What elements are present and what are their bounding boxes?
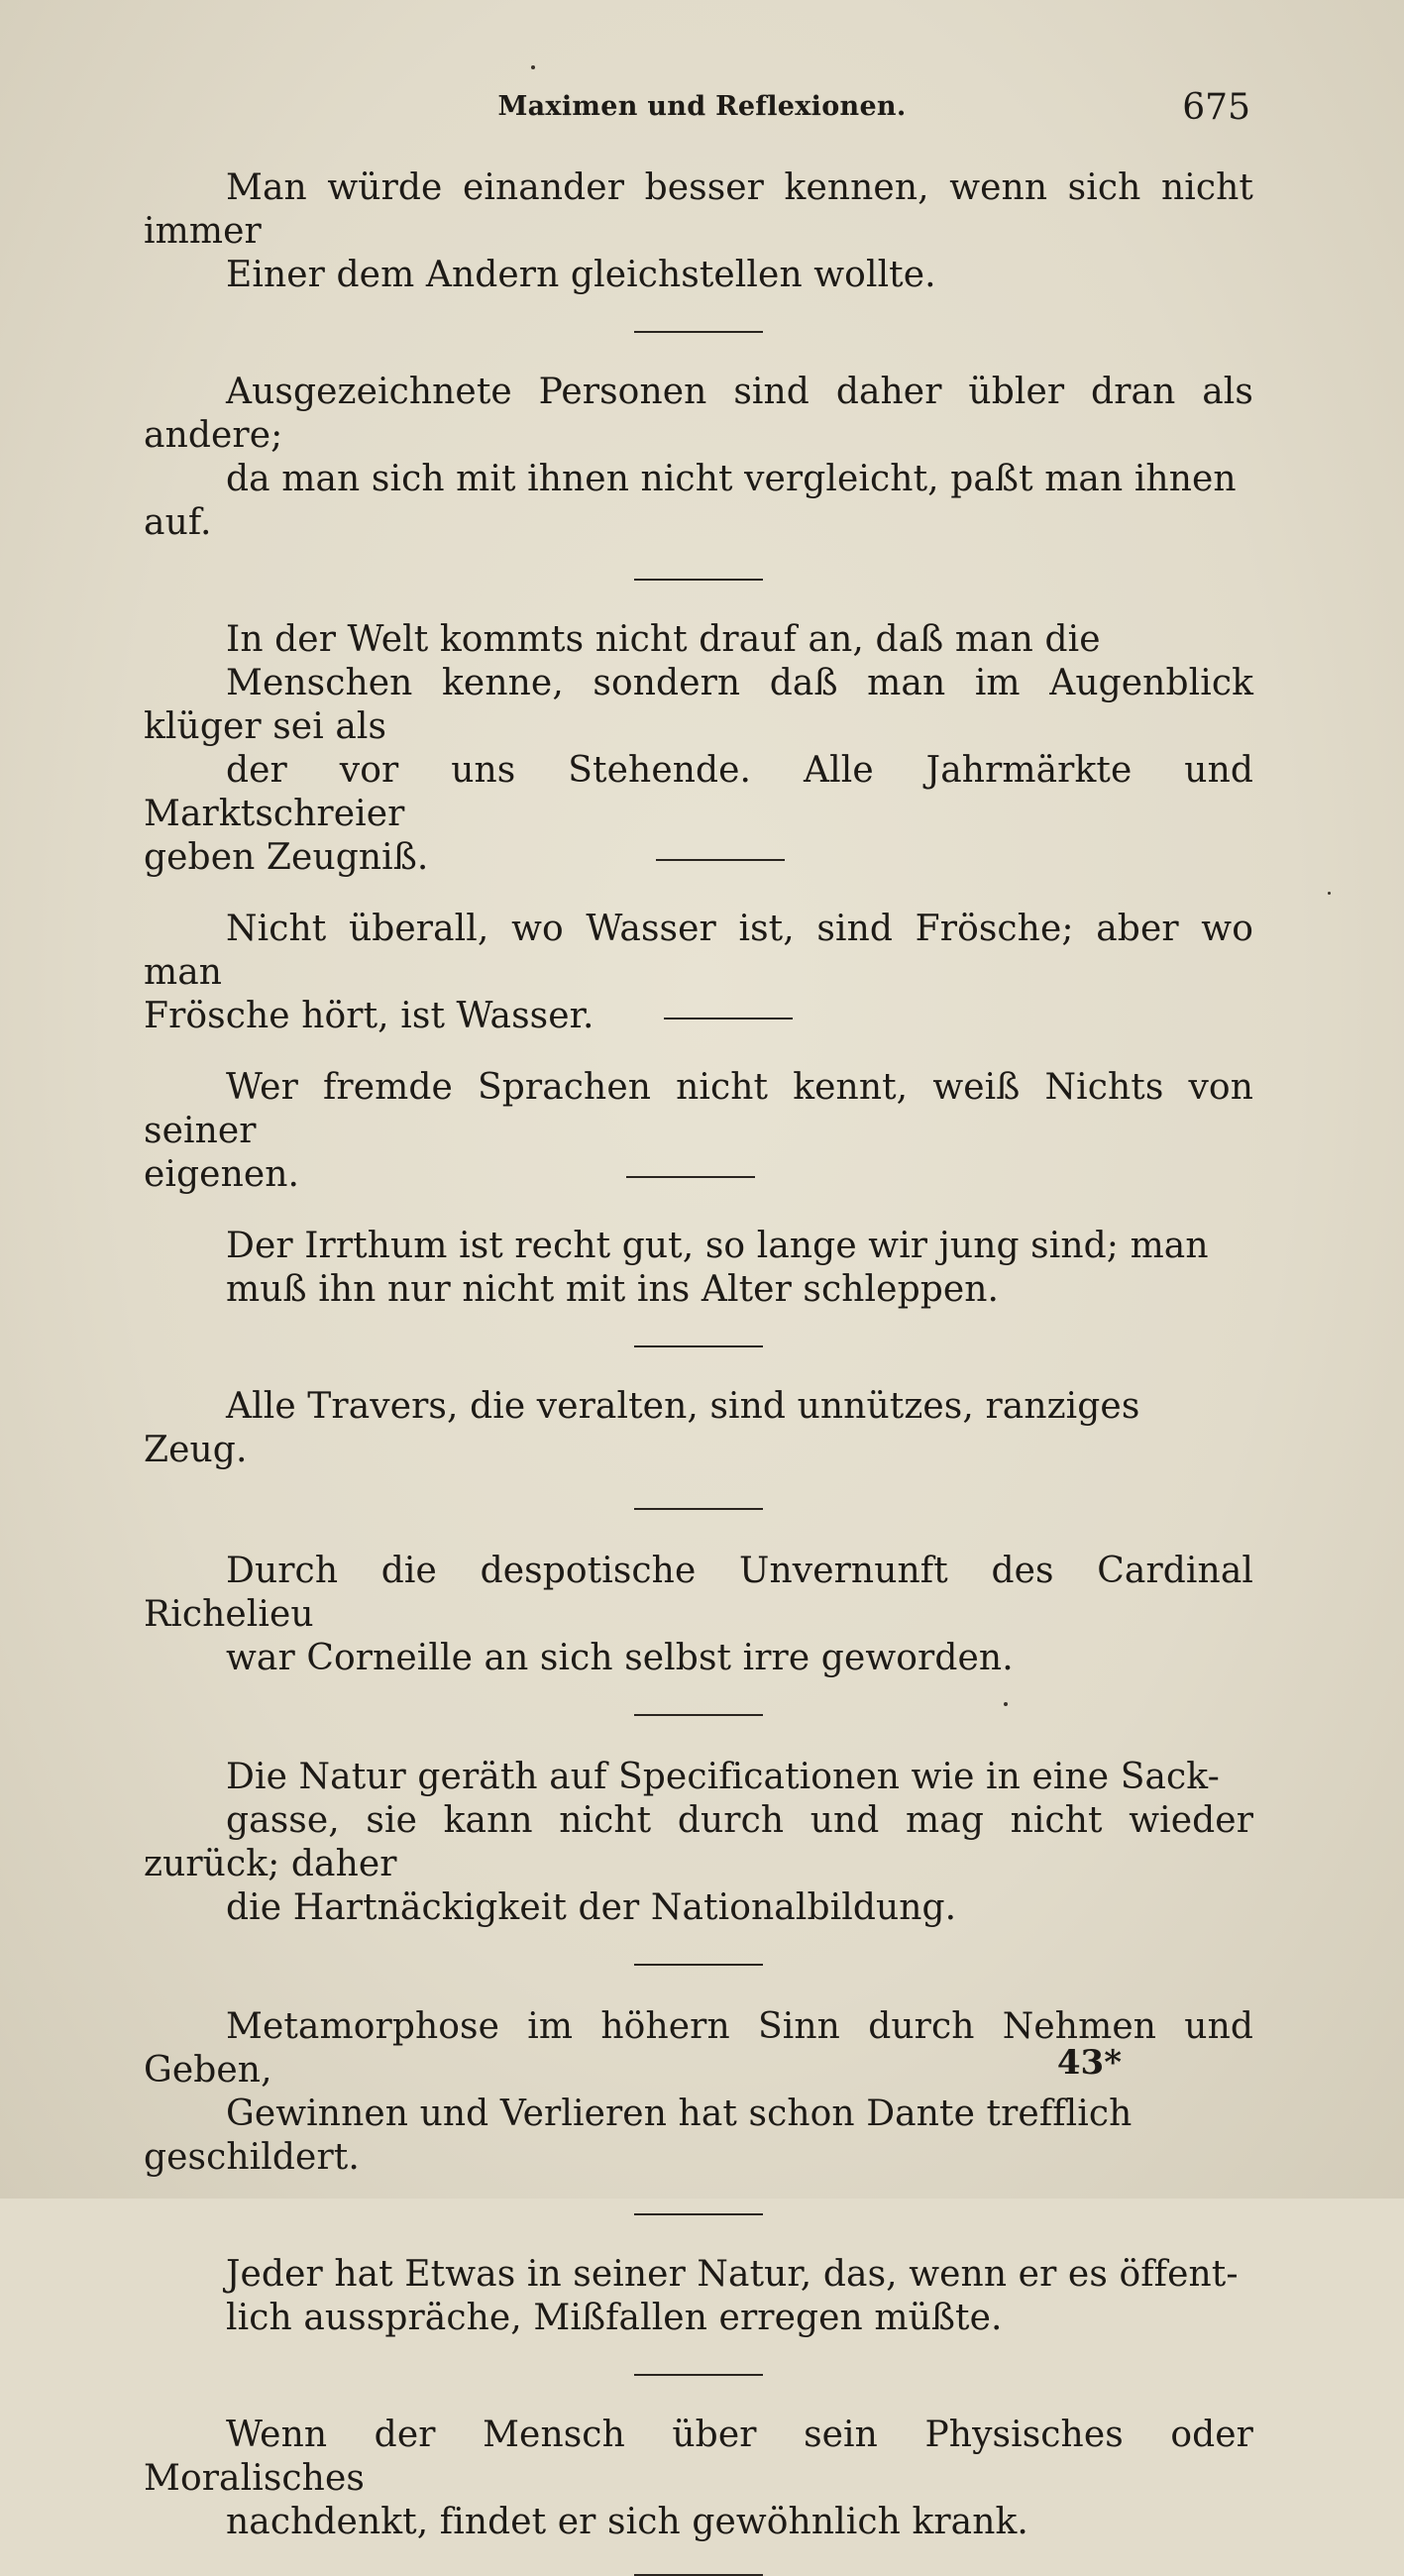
print-speck <box>1004 1702 1008 1706</box>
text-line: Menschen kenne, sondern daß man im Augenblick klüger sei als <box>144 663 1253 747</box>
separator-rule <box>626 1176 755 1178</box>
text-line: geben Zeugniß. <box>144 837 429 878</box>
aphorism-8 <box>144 1550 1253 1680</box>
aphorism-1 <box>144 166 1253 297</box>
text-line: nachdenkt, findet er sich gewöhnlich krank. <box>226 2502 1028 2542</box>
aphorism-10 <box>144 2005 1253 2180</box>
text-line: lich ausspräche, Mißfallen erregen müßte. <box>226 2298 1003 2338</box>
aphorism-2 <box>144 371 1253 545</box>
text-line: war Corneille an sich selbst irre geworden. <box>226 1638 1014 1678</box>
separator-rule <box>656 859 785 861</box>
aphorism-3 <box>144 618 1253 880</box>
text-line: Der Irrthum ist recht gut, so lange wir jung sind; man <box>226 1226 1209 1266</box>
aphorism-list <box>144 166 1253 2576</box>
aphorism-7 <box>144 1385 1253 1472</box>
text-line: muß ihn nur nicht mit ins Alter schleppen. <box>226 1269 1000 1310</box>
print-speck <box>1328 892 1331 895</box>
text-line: Die Natur geräth auf Specificationen wie in eine Sack- <box>226 1757 1220 1797</box>
aphorism-4 <box>144 908 1253 1038</box>
text-line: Man würde einander besser kennen, wenn sich nicht immer <box>144 167 1253 252</box>
aphorism-5 <box>144 1066 1253 1197</box>
text-line: Gewinnen und Verlieren hat schon Dante trefflich geschildert. <box>144 2093 1133 2178</box>
running-title: Maximen und Reflexionen. <box>497 91 907 122</box>
text-line: da man sich mit ihnen nicht vergleicht, paßt man ihnen auf. <box>144 459 1237 543</box>
text-line: Ausgezeichnete Personen sind daher übler dran als andere; <box>144 372 1253 456</box>
text-line: Metamorphose im höhern Sinn durch Nehmen und Geben, <box>144 2006 1253 2091</box>
text-line: die Hartnäckigkeit der Nationalbildung. <box>226 1887 957 1928</box>
text-line: In der Welt kommts nicht drauf an, daß man die <box>226 619 1101 660</box>
text-line: Alle Travers, die veralten, sind unnützes, ranziges Zeug. <box>144 1386 1140 1470</box>
print-speck <box>531 65 535 69</box>
aphorism-9 <box>144 1756 1253 1930</box>
aphorism-12 <box>144 2414 1253 2544</box>
text-line: Wenn der Mensch über sein Physisches oder Moralisches <box>144 2415 1253 2499</box>
text-line: Jeder hat Etwas in seiner Natur, das, wenn er es öffent- <box>226 2254 1239 2295</box>
separator-rule <box>664 1018 793 1020</box>
text-line: gasse, sie kann nicht durch und mag nicht wieder zurück; daher <box>144 1800 1253 1884</box>
text-line: Frösche hört, ist Wasser. <box>144 996 594 1036</box>
text-line: Wer fremde Sprachen nicht kennt, weiß Nichts von seiner <box>144 1067 1253 1151</box>
aphorism-6 <box>144 1225 1253 1312</box>
page-number: 675 <box>1182 87 1250 128</box>
text-line: der vor uns Stehende. Alle Jahrmärkte und Marktschreier <box>144 750 1253 834</box>
signature-mark: 43* <box>1056 2043 1122 2083</box>
text-line: Durch die despotische Unvernunft des Cardinal Richelieu <box>144 1551 1253 1635</box>
text-line: eigenen. <box>144 1154 300 1195</box>
aphorism-11 <box>144 2253 1253 2340</box>
text-line: Einer dem Andern gleichstellen wollte. <box>226 255 936 295</box>
text-line: Nicht überall, wo Wasser ist, sind Frösche; aber wo man <box>144 909 1253 993</box>
